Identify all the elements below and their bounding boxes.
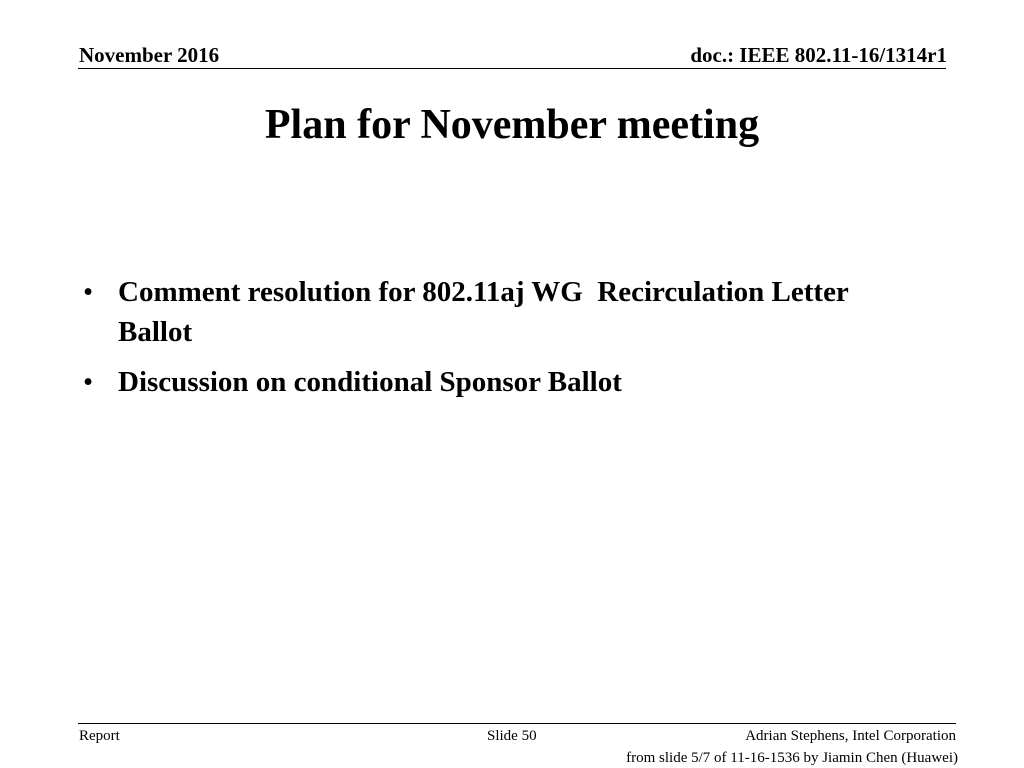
document-id: doc.: IEEE 802.11-16/1314r1: [690, 43, 947, 67]
header-date: November 2016: [79, 43, 220, 67]
slide-title: Plan for November meeting: [264, 102, 760, 148]
bullet-text: Comment resolution for 802.11aj WG Recirculation Letter Ballot: [118, 276, 856, 348]
bullet-item: [78, 362, 918, 402]
footer-author: Adrian Stephens, Intel Corporation: [745, 728, 956, 744]
header-divider: [78, 68, 946, 69]
bullet-list: [78, 272, 918, 412]
bullet-item: [78, 272, 918, 352]
footer-category: Report: [79, 728, 120, 744]
footer-divider: [78, 723, 956, 724]
bullet-text: Discussion on conditional Sponsor Ballot: [118, 366, 622, 398]
footer-source-note: from slide 5/7 of 11-16-1536 by Jiamin Chen (Huawei): [626, 750, 958, 766]
bullet-icon: •: [83, 366, 94, 398]
bullet-icon: •: [83, 276, 94, 308]
slide-number: Slide 50: [487, 728, 537, 744]
